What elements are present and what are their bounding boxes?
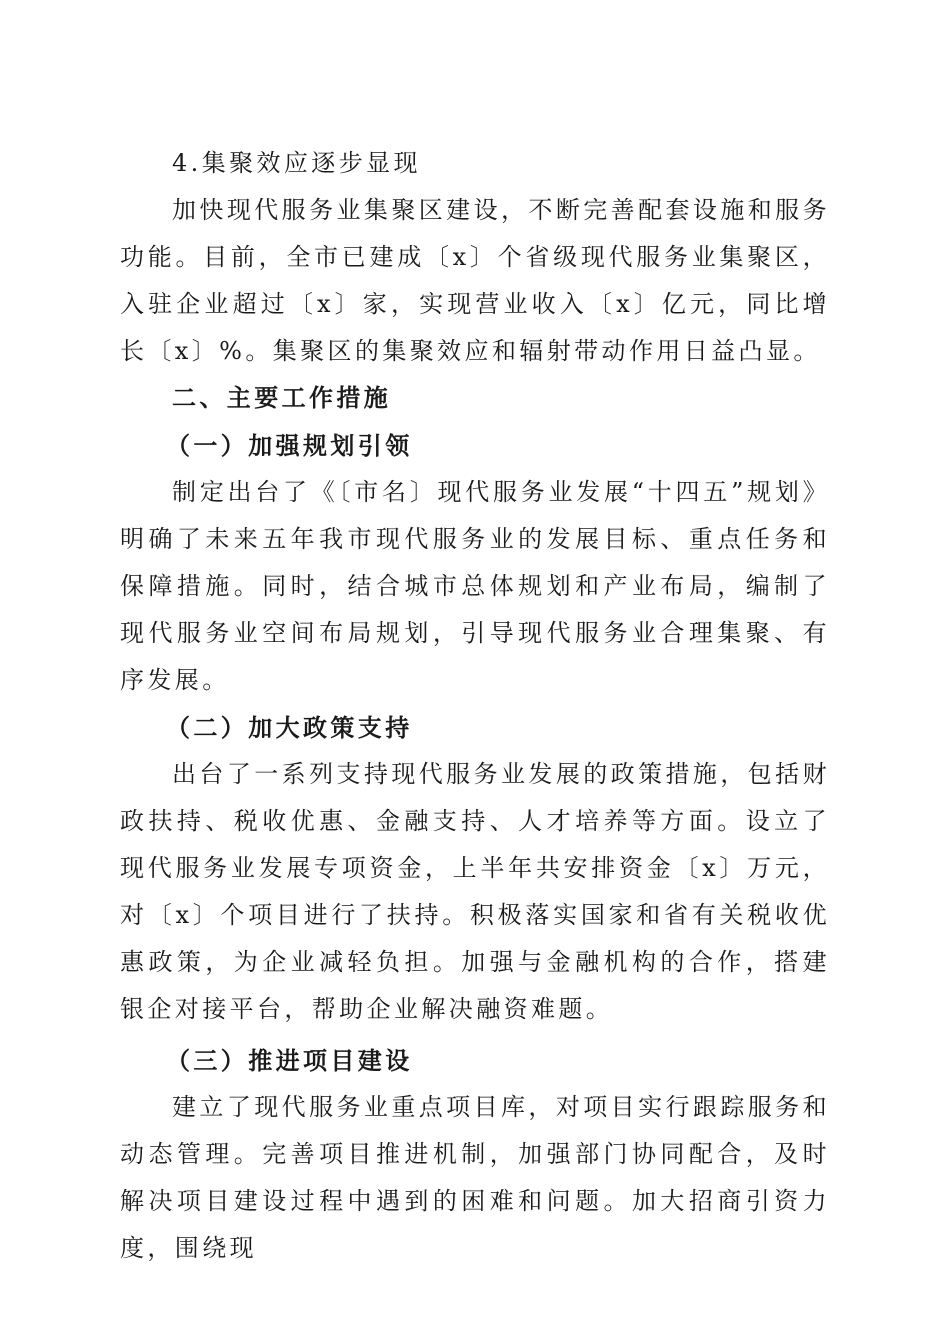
part-2-title: 二、主要工作措施: [172, 384, 392, 412]
measure-3-body: 建立了现代服务业重点项目库，对项目实行跟踪服务和动态管理。完善项目推进机制，加强部门协同配合，及时解决项目建设过程中遇到的困难和问题。加大招商引资力度，围绕现: [120, 1093, 830, 1262]
measure-3-title: （三）推进项目建设: [166, 1046, 413, 1075]
measure-1-body: 制定出台了《〔市名〕现代服务业发展“十四五”规划》明确了未来五年我市现代服务业的发展目标、重点任务和保障措施。同时，结合城市总体规划和产业布局，编制了现代服务业空间布局规划，引导现代服务业合理集聚、有序发展。: [120, 478, 830, 694]
section-4-title: 4.集聚效应逐步显现: [172, 149, 421, 177]
measure-2-body: 出台了一系列支持现代服务业发展的政策措施，包括财政扶持、税收优惠、金融支持、人才培养等方面。设立了现代服务业发展专项资金，上半年共安排资金〔x〕万元，对〔x〕个项目进行了扶持。积极落实国家和省有关税收优惠政策，为企业减轻负担。加强与金融机构的合作，搭建银企对接平台，帮助企业解决融资难题。: [120, 760, 830, 1023]
measure-1-title: （一）加强规划引领: [166, 431, 413, 460]
section-4-body: 加快现代服务业集聚区建设，不断完善配套设施和服务功能。目前，全市已建成〔x〕个省级现代服务业集聚区，入驻企业超过〔x〕家，实现营业收入〔x〕亿元，同比增长〔x〕%。集聚区的集聚效应和辐射带动作用日益凸显。: [120, 196, 830, 365]
document-page: [120, 140, 830, 1272]
measure-2-title: （二）加大政策支持: [166, 713, 413, 742]
